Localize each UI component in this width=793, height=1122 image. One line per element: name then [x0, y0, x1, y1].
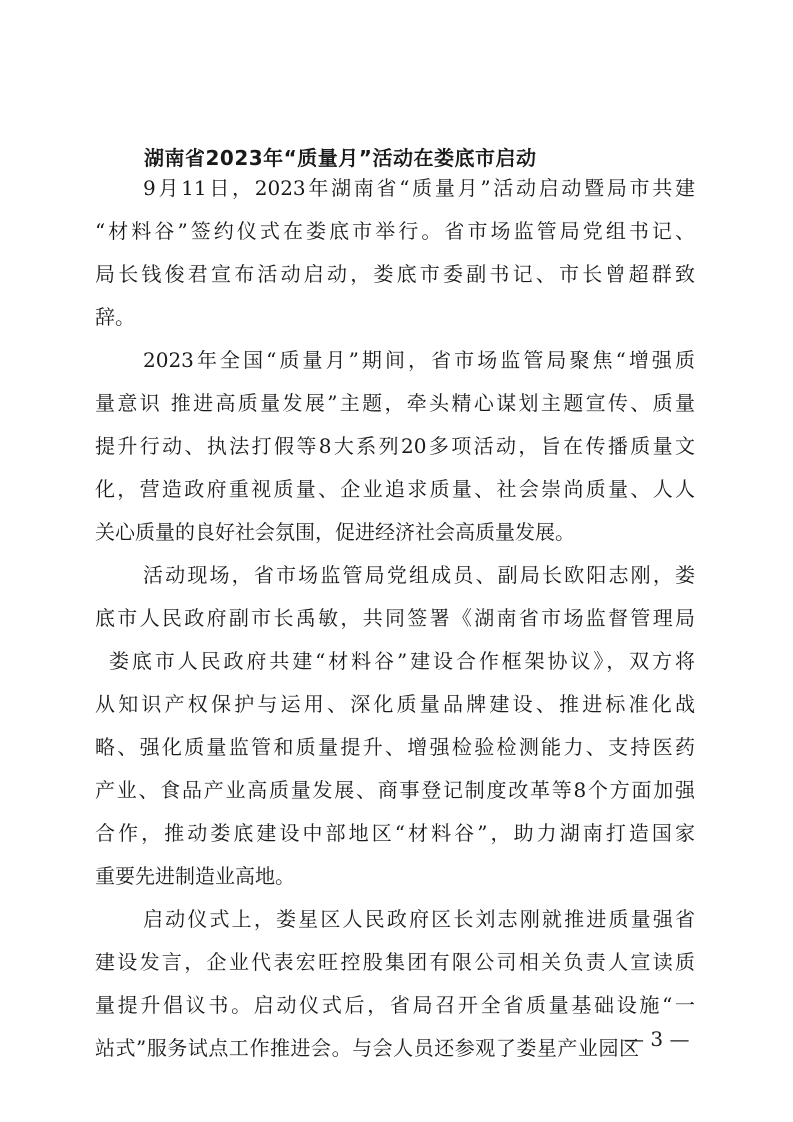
- paragraph-3-line-4: 从知识产权保护与运用、深化质量品牌建设、推进标准化战: [95, 692, 695, 716]
- paragraph-2-line-4: 化，营造政府重视质量、企业追求质量、社会崇尚质量、人人: [95, 477, 695, 501]
- paragraph-3-line-7: 合作，推动娄底建设中部地区“材料谷”，助力湖南打造国家: [95, 821, 695, 845]
- paragraph-2-line-2: 量意识 推进高质量发展”主题，牵头精心谋划主题宣传、质量: [95, 391, 695, 415]
- paragraph-1-line-4: 辞。: [95, 305, 135, 329]
- paragraph-3-line-5: 略、强化质量监管和质量提升、增强检验检测能力、支持医药: [95, 735, 695, 759]
- paragraph-1-line-3: 局长钱俊君宣布活动启动，娄底市委副书记、市长曾超群致: [95, 262, 695, 286]
- paragraph-3-line-6: 产业、食品产业高质量发展、商事登记制度改革等8个方面加强: [95, 778, 695, 802]
- article-title: 湖南省2023年“质量月”活动在娄底市启动: [144, 146, 537, 170]
- paragraph-2-line-5: 关心质量的良好社会氛围，促进经济社会高质量发展。: [95, 520, 575, 544]
- paragraph-4-line-1: 启动仪式上，娄星区人民政府区长刘志刚就推进质量强省: [143, 907, 695, 931]
- paragraph-1-line-1: 9月11日，2023年湖南省“质量月”活动启动暨局市共建: [143, 176, 695, 200]
- paragraph-3-line-3: 娄底市人民政府共建“材料谷”建设合作框架协议》，双方将: [109, 649, 695, 673]
- paragraph-3-line-1: 活动现场，省市场监管局党组成员、副局长欧阳志刚，娄: [143, 563, 695, 587]
- paragraph-1-line-2: “材料谷”签约仪式在娄底市举行。省市场监管局党组书记、: [95, 219, 695, 243]
- paragraph-4-line-4: 站式”服务试点工作推进会。与会人员还参观了娄星产业园区: [95, 1036, 639, 1060]
- paragraph-2-line-1: 2023年全国“质量月”期间，省市场监管局聚焦“增强质: [143, 348, 695, 372]
- paragraph-4-line-2: 建设发言，企业代表宏旺控股集团有限公司相关负责人宣读质: [95, 950, 695, 974]
- paragraph-3-line-2: 底市人民政府副市长禹敏，共同签署《湖南省市场监督管理局: [95, 606, 695, 630]
- paragraph-2-line-3: 提升行动、执法打假等8大系列20多项活动，旨在传播质量文: [95, 434, 695, 458]
- paragraph-3-line-8: 重要先进制造业高地。: [95, 864, 295, 888]
- paragraph-4-line-3: 量提升倡议书。启动仪式后，省局召开全省质量基础设施“一: [95, 993, 695, 1017]
- page-number: — 3 —: [624, 1027, 690, 1051]
